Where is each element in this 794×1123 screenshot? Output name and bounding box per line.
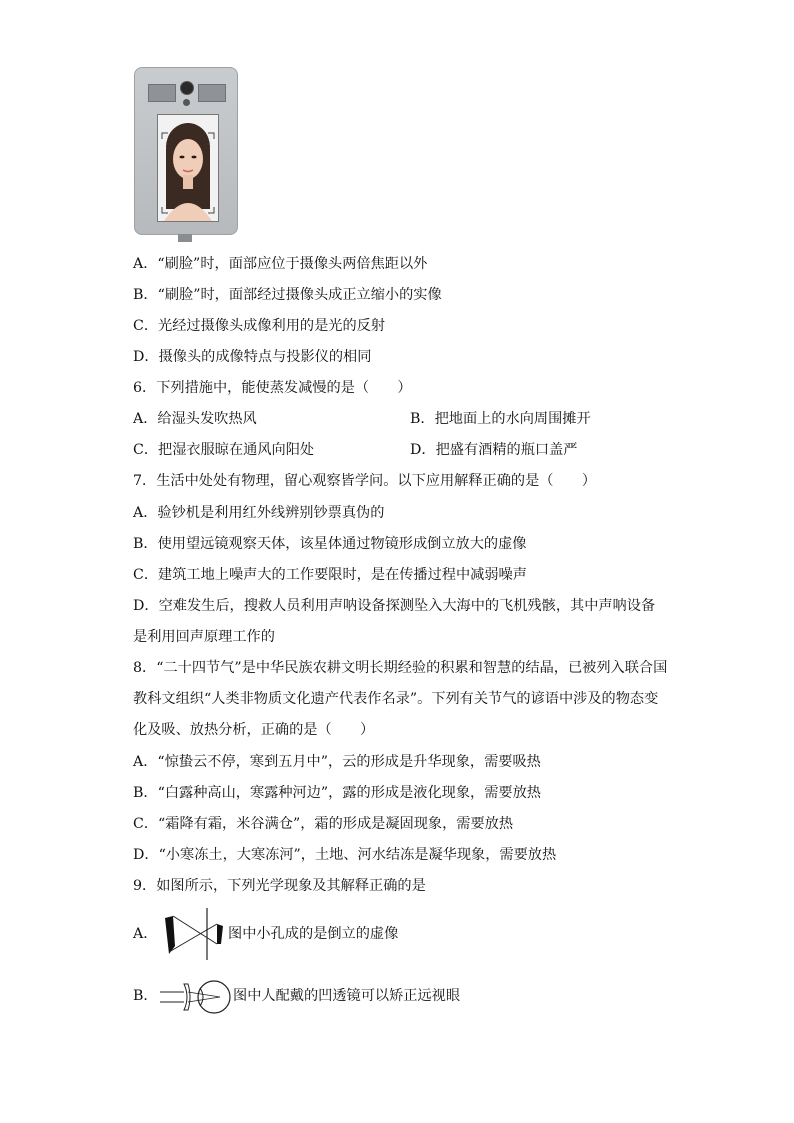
q6-option-a: A．给湿头发吹热风 (133, 411, 257, 427)
q7-option-a: A．验钞机是利用红外线辨别钞票真伪的 (133, 505, 385, 521)
q5-option-d: D．摄像头的成像特点与投影仪的相同 (133, 349, 372, 365)
q7-stem: 7．生活中处处有物理，留心观察皆学问。以下应用解释正确的是（ ） (133, 473, 597, 489)
q7-option-d-line2: 是利用回声原理工作的 (133, 629, 275, 645)
q9-stem: 9．如图所示，下列光学现象及其解释正确的是 (133, 878, 426, 894)
q8-stem-line1: 8．“二十四节气”是中华民族农耕文明长期经验的积累和智慧的结晶，已被列入联合国 (133, 660, 668, 676)
device-pole (178, 234, 192, 242)
q9-option-a-label: A． (133, 926, 158, 942)
q6-stem: 6．下列措施中，能使蒸发减慢的是（ ） (133, 380, 412, 396)
q5-option-a: A．“刷脸”时，面部应位于摄像头两倍焦距以外 (133, 256, 428, 272)
camera-icon (180, 81, 194, 95)
face-scanner-image (134, 67, 238, 235)
q7-option-d-line1: D．空难发生后，搜救人员利用声呐设备探测坠入大海中的飞机残骸，其中声呐设备 (133, 598, 656, 614)
q6-option-b: B．把地面上的水向周围摊开 (410, 411, 591, 427)
q7-option-b: B．使用望远镜观察天体，该星体通过物镜形成倒立放大的虚像 (133, 536, 527, 552)
device-window-right (198, 84, 226, 102)
q9-option-b-text: 图中人配戴的凹透镜可以矫正远视眼 (233, 988, 461, 1004)
q7-option-c: C．建筑工地上噪声大的工作要限时，是在传播过程中减弱噪声 (133, 567, 527, 583)
q5-option-c: C．光经过摄像头成像利用的是光的反射 (133, 318, 386, 334)
q6-option-d: D．把盛有酒精的瓶口盖严 (410, 442, 578, 458)
q8-option-a: A．“惊蛰云不停，寒到五月中”，云的形成是升华现象，需要吸热 (133, 754, 541, 770)
q6-option-c: C．把湿衣服晾在通风向阳处 (133, 442, 315, 458)
device-window-left (148, 84, 176, 102)
q5-option-b: B．“刷脸”时，面部经过摄像头成正立缩小的实像 (133, 287, 442, 303)
sensor-icon (183, 99, 190, 106)
q8-option-b: B．“白露种高山，寒露种河边”，露的形成是液化现象，需要放热 (133, 785, 541, 801)
q9-option-a-text: 图中小孔成的是倒立的虚像 (228, 926, 399, 942)
q8-option-d: D．“小寒冻土，大寒冻河”，土地、河水结冻是凝华现象，需要放热 (133, 847, 557, 863)
q8-option-c: C．“霜降有霜，米谷满仓”，霜的形成是凝固现象，需要放热 (133, 816, 514, 832)
pinhole-camera-diagram (155, 906, 227, 962)
device-screen (157, 114, 219, 222)
q9-option-b-label: B． (133, 988, 158, 1004)
q8-stem-line3: 化及吸、放热分析，正确的是（ ） (133, 722, 375, 738)
face-icon (158, 115, 218, 221)
eye-lens-diagram (158, 978, 232, 1016)
q8-stem-line2: 教科文组织“人类非物质文化遗产代表作名录”。下列有关节气的谚语中涉及的物态变 (133, 691, 659, 707)
